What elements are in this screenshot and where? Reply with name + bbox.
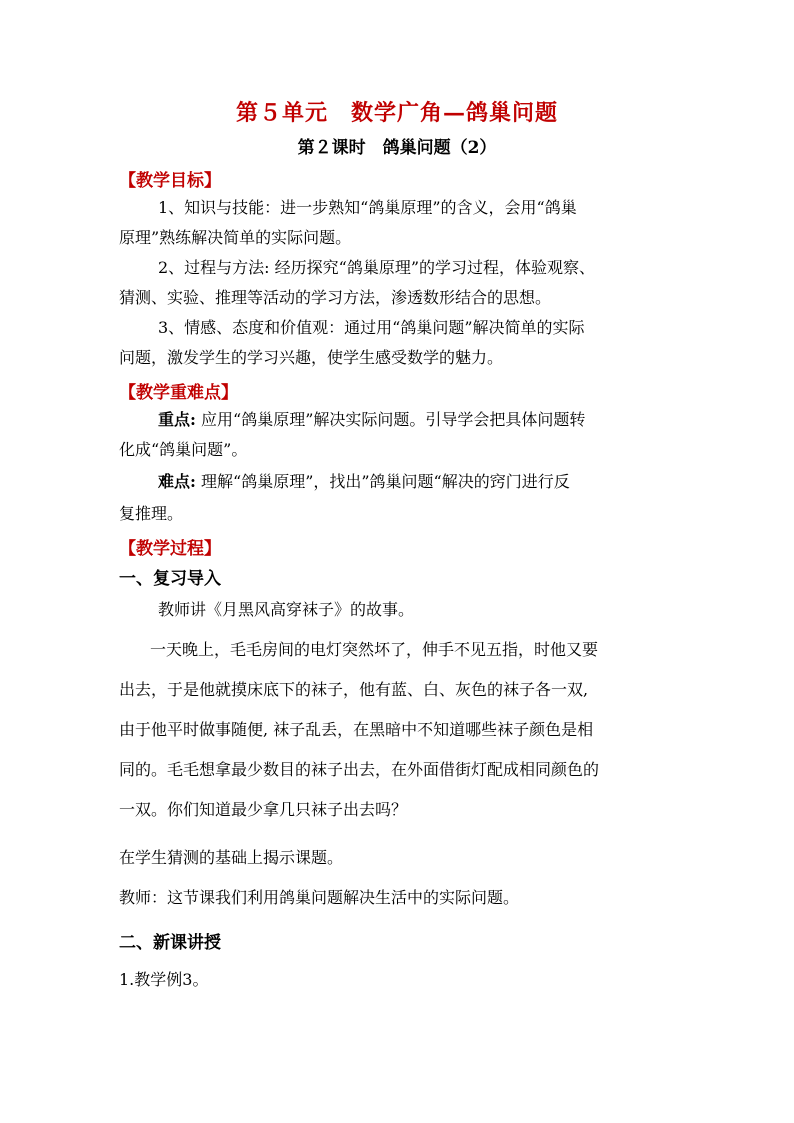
- story-line-3: 由于他平时做事随便, 袜子乱丢，在黑暗中不知道哪些袜子颜色是相: [119, 720, 594, 739]
- focus-line-2: 化成“鸽巢问题”。: [119, 440, 248, 459]
- story-line-1: 一天晚上，毛毛房间的电灯突然坏了，伸手不见五指，时他又要: [150, 640, 599, 659]
- difficulty-label: 难点:: [158, 472, 196, 491]
- objective-2-line-1: 2、过程与方法: 经历探究“鸽巢原理”的学习过程，体验观察、: [158, 258, 596, 277]
- reveal-topic: 在学生猜测的基础上揭示课题。: [119, 848, 344, 867]
- part-2-title: 二、新课讲授: [119, 933, 221, 953]
- objective-1-line-1: 1、知识与技能：进一步熟知“鸽巢原理”的含义，会用“鸽巢: [158, 198, 577, 217]
- difficulty-text: 理解“鸽巢原理”，找出”鸽巢问题“解决的窍门进行反: [195, 472, 570, 491]
- focus-text: 应用“鸽巢原理”解决实际问题。引导学会把具体问题转: [195, 410, 586, 429]
- difficulty-line-2: 复推理。: [119, 504, 184, 523]
- part-1-title: 一、复习导入: [119, 569, 221, 589]
- story-intro: 教师讲《月黑风高穿袜子》的故事。: [158, 600, 415, 619]
- document-title: 第５单元 数学广角—鸽巢问题: [235, 100, 558, 126]
- objective-2-line-2: 猜测、实验、推理等活动的学习方法，渗透数形结合的思想。: [119, 288, 552, 307]
- objective-1-line-2: 原理”熟练解决简单的实际问题。: [119, 228, 352, 247]
- teacher-statement: 教师：这节课我们利用鸽巢问题解决生活中的实际问题。: [119, 888, 520, 907]
- example-label: 1.教学例3。: [119, 970, 209, 989]
- lesson-subtitle: 第２课时 鸽巢问题（2）: [297, 138, 497, 158]
- story-line-5: 一双。你们知道最少拿几只袜子出去吗？: [119, 800, 408, 819]
- story-line-2: 出去，于是他就摸床底下的袜子，他有蓝、白、灰色的袜子各一双,: [119, 680, 589, 699]
- objective-3-line-2: 问题，激发学生的学习兴趣，使学生感受数学的魅力。: [119, 348, 504, 367]
- objectives-heading: 【教学目标】: [119, 171, 221, 191]
- difficulty-line-1: [158, 472, 570, 492]
- focus-label: 重点:: [158, 410, 196, 429]
- key-points-heading: 【教学重难点】: [119, 383, 238, 403]
- objective-3-line-1: 3、情感、态度和价值观：通过用“鸽巢问题”解决简单的实际: [158, 318, 585, 337]
- process-heading: 【教学过程】: [119, 539, 221, 559]
- story-line-4: 同的。毛毛想拿最少数目的袜子出去，在外面借街灯配成相同颜色的: [119, 760, 600, 779]
- focus-line-1: [158, 410, 585, 430]
